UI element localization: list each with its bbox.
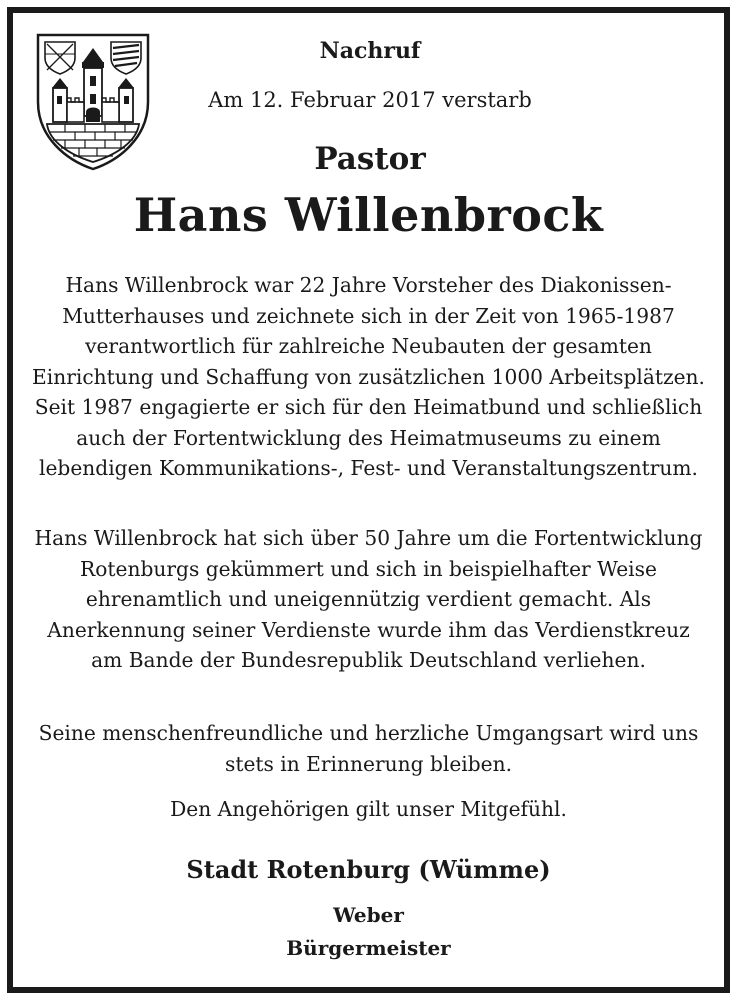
death-date-line: Am 12. Februar 2017 verstarb — [208, 88, 532, 112]
deceased-title: Pastor — [314, 141, 426, 177]
paragraph-condolence: Den Angehörigen gilt unser Mitgefühl. — [170, 797, 567, 821]
paragraph-merits: Hans Willenbrock hat sich über 50 Jahre um die Fortentwicklung Rotenburgs gekümmert und sich in beispielhafter Weise ehrenamtlich und uneigennützig verdient gemacht. Als Anerkennung seiner Verdienste wurde ihm das Verdienstkreuz am Bande der Bundesrepublik Deutschland verliehen. — [34, 526, 703, 672]
notice-kicker: Nachruf — [319, 38, 421, 64]
paragraph-remembrance: Seine menschenfreundliche und herzliche Umgangsart wird uns stets in Erinnerung bleiben. — [38, 721, 699, 776]
paragraph-career: Hans Willenbrock war 22 Jahre Vorsteher des Diakonissen-Mutterhauses und zeichnete sich in der Zeit von 1965-1987 verantwortlich für zahlreiche Neubauten der gesamten Einrichtung und Schaffung von zusätzlichen 1000 Arbeitsplätzen. Seit 1987 engagierte er sich für den Heimatbund und schließlich auch der Fortentwicklung des Heimatmuseums zu einem lebendigen Kommunikations-, Fest- und Veranstaltungszentrum. — [32, 273, 705, 480]
signature-organization: Stadt Rotenburg (Wümme) — [186, 855, 551, 884]
signature-role: Bürgermeister — [286, 936, 451, 960]
signature-name: Weber — [333, 903, 404, 927]
coat-of-arms-icon — [35, 32, 151, 172]
deceased-name: Hans Willenbrock — [133, 188, 604, 242]
